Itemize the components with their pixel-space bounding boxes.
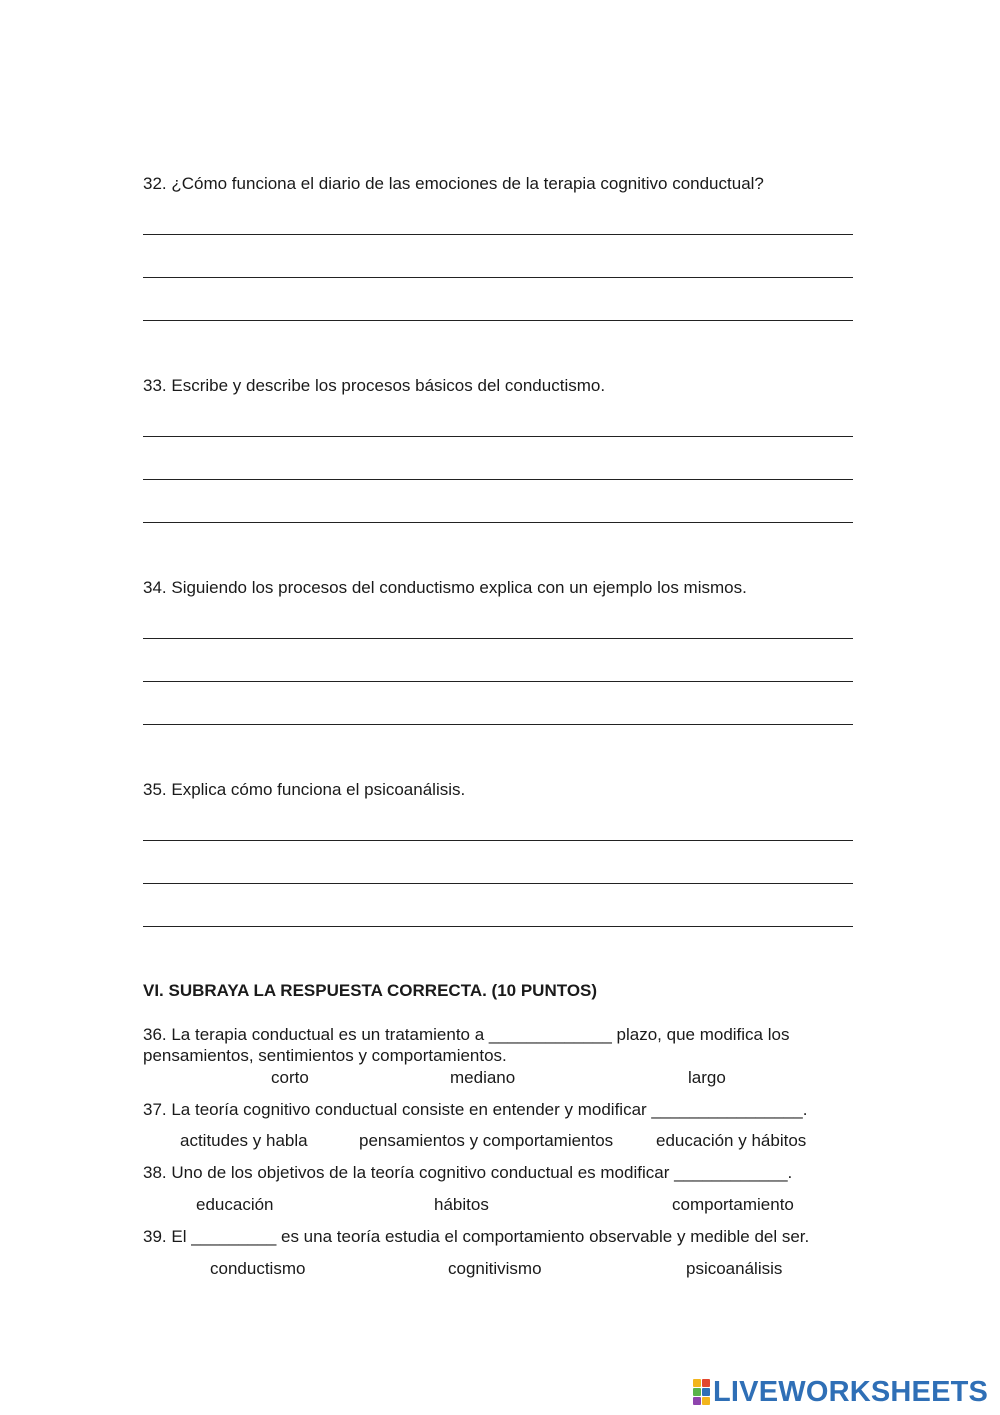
answer-line[interactable] <box>143 234 853 235</box>
option-largo[interactable]: largo <box>688 1068 726 1087</box>
answer-line[interactable] <box>143 681 853 682</box>
liveworksheets-logo <box>693 1376 988 1408</box>
question-38: 38. Uno de los objetivos de la teoría cognitivo conductual es modificar ____________. <box>143 1163 793 1182</box>
answer-line[interactable] <box>143 724 853 725</box>
answer-line[interactable] <box>143 840 853 841</box>
question-35: 35. Explica cómo funciona el psicoanálisis. <box>143 780 466 799</box>
option-educacion[interactable]: educación <box>196 1195 274 1214</box>
option-pensamientos-y-comportamientos[interactable]: pensamientos y comportamientos <box>359 1131 614 1150</box>
question-33: 33. Escribe y describe los procesos básicos del conductismo. <box>143 376 606 395</box>
option-comportamiento[interactable]: comportamiento <box>672 1195 794 1214</box>
question-32: 32. ¿Cómo funciona el diario de las emociones de la terapia cognitivo conductual? <box>143 174 764 193</box>
question-39: 39. El _________ es una teoría estudia el comportamiento observable y medible del ser. <box>143 1227 810 1246</box>
option-habitos[interactable]: hábitos <box>434 1195 489 1214</box>
option-educacion-y-habitos[interactable]: educación y hábitos <box>656 1131 807 1150</box>
option-actitudes-y-habla[interactable]: actitudes y habla <box>180 1131 308 1150</box>
answer-line[interactable] <box>143 320 853 321</box>
option-conductismo[interactable]: conductismo <box>210 1259 306 1278</box>
answer-line[interactable] <box>143 479 853 480</box>
question-37: 37. La teoría cognitivo conductual consiste en entender y modificar ________________. <box>143 1100 808 1119</box>
option-corto[interactable]: corto <box>271 1068 309 1087</box>
answer-line[interactable] <box>143 436 853 437</box>
question-36-line1: 36. La terapia conductual es un tratamiento a _____________ plazo, que modifica los <box>143 1025 790 1044</box>
logo-blocks-icon <box>693 1379 710 1405</box>
option-psicoanalisis[interactable]: psicoanálisis <box>686 1259 783 1278</box>
option-cognitivismo[interactable]: cognitivismo <box>448 1259 542 1278</box>
question-34: 34. Siguiendo los procesos del conductismo explica con un ejemplo los mismos. <box>143 578 747 597</box>
answer-line[interactable] <box>143 926 853 927</box>
logo-text: LIVEWORKSHEETS <box>713 1375 989 1408</box>
answer-line[interactable] <box>143 522 853 523</box>
section-title: VI. SUBRAYA LA RESPUESTA CORRECTA. (10 PUNTOS) <box>143 981 598 1000</box>
option-mediano[interactable]: mediano <box>450 1068 516 1087</box>
answer-line[interactable] <box>143 277 853 278</box>
answer-line[interactable] <box>143 638 853 639</box>
question-36-line2: pensamientos, sentimientos y comportamientos. <box>143 1046 507 1065</box>
answer-line[interactable] <box>143 883 853 884</box>
